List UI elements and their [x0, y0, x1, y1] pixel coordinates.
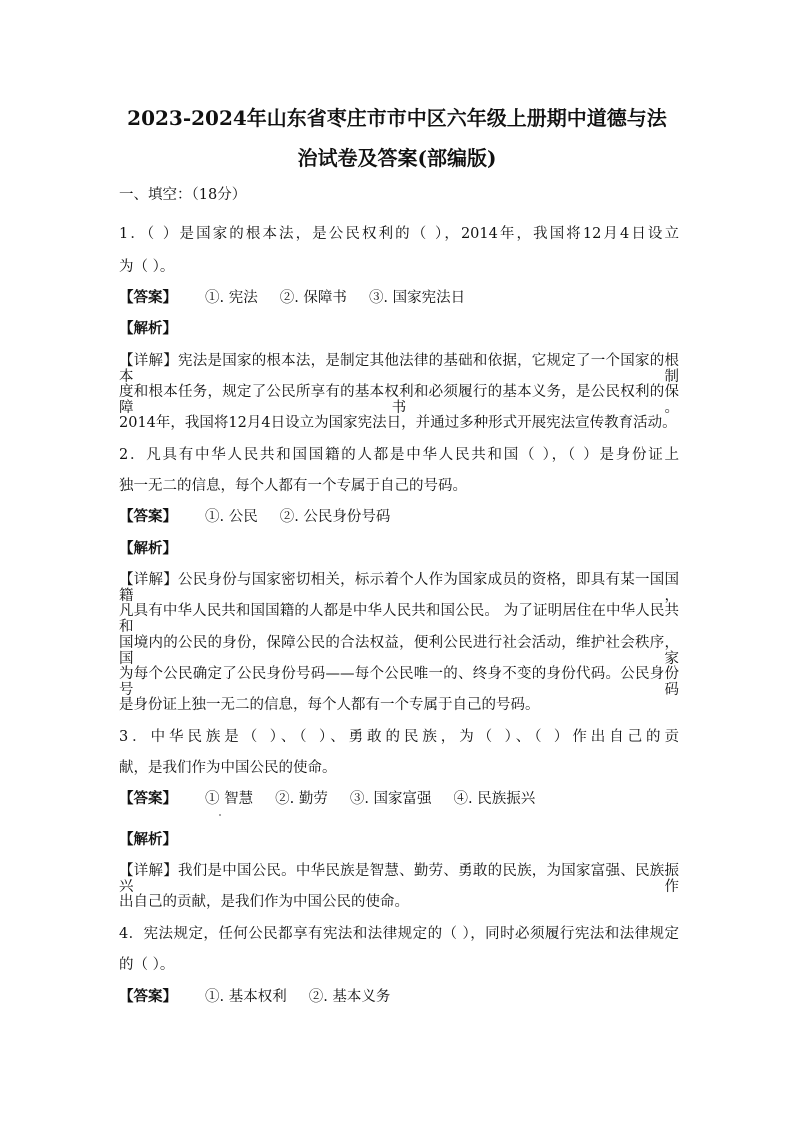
question-2-detail-line: 是身份证上独一无二的信息，每个人都有一个专属于自己的号码。 — [119, 697, 540, 713]
answer-item: ①. 宪法 — [205, 290, 258, 306]
question-1-line-1: 1．（ ）是国家的根本法，是公民权利的（ ），2014年，我国将12月4日设立 — [119, 226, 679, 242]
answer-label: 【答案】 — [119, 508, 177, 525]
analysis-label: 【解析】 — [119, 320, 177, 337]
question-1-answer — [119, 290, 679, 306]
document-title-line-1: 2023-2024年山东省枣庄市市中区六年级上册期中道德与法 — [127, 106, 667, 130]
question-4-answer — [119, 989, 679, 1005]
stray-mark — [219, 814, 221, 816]
question-2-line-1: 2．凡具有中华人民共和国国籍的人都是中华人民共和国（ ），（ ）是身份证上 — [119, 447, 679, 463]
question-4-line-1: 4．宪法规定，任何公民都享有宪法和法律规定的（ ），同时必须履行宪法和法律规定 — [119, 926, 679, 942]
answer-item: ②. 勤劳 — [275, 791, 328, 807]
document-title-line-2: 治试卷及答案(部编版) — [297, 146, 497, 170]
answer-label: 【答案】 — [119, 790, 177, 807]
question-2-line-2: 独一无二的信息，每个人都有一个专属于自己的号码。 — [119, 478, 467, 494]
question-3-detail-line: 【详解】我们是中国公民。中华民族是智慧、勤劳、勇敢的民族，为国家富强、民族振兴作 — [119, 863, 679, 895]
question-2-detail-line: 【详解】公民身份与国家密切相关，标示着个人作为国家成员的资格，即具有某一国国籍， — [119, 572, 679, 604]
question-3-line-1: 3．中华民族是（ ）、（ ）、勇敢的民族，为（ ）、（ ）作出自己的贡 — [119, 729, 679, 745]
answer-label: 【答案】 — [119, 988, 177, 1005]
question-2-detail-line: 凡具有中华人民共和国国籍的人都是中华人民共和国公民。 为了证明居住在中华人民共和 — [119, 603, 679, 635]
answer-item: ①. 基本权利 — [205, 989, 287, 1005]
question-1-line-2: 为（ ）。 — [119, 259, 175, 275]
answer-label: 【答案】 — [119, 289, 177, 306]
question-3-detail-line: 出自己的贡献，是我们作为中国公民的使命。 — [119, 894, 409, 910]
question-2-detail-line: 为每个公民确定了公民身份号码——每个公民唯一的、终身不变的身份代码。公民身份号码 — [119, 666, 679, 698]
question-3-line-2: 献，是我们作为中国公民的使命。 — [119, 760, 337, 776]
question-4-line-2: 的（ ）。 — [119, 957, 175, 973]
answer-item: ①. 公民 — [205, 509, 258, 525]
question-1-detail-line: 度和根本任务，规定了公民所享有的基本权利和必须履行的基本义务，是公民权利的保障书。 — [119, 384, 679, 416]
answer-item: ④. 民族振兴 — [453, 791, 536, 807]
question-2-answer — [119, 509, 679, 525]
answer-item: ① 智慧 — [205, 791, 254, 807]
question-3-answer — [119, 791, 679, 807]
answer-item: ②. 公民身份号码 — [279, 509, 391, 525]
question-1-detail-line: 2014年，我国将12月4日设立为国家宪法日，并通过多种形式开展宪法宣传教育活动。 — [119, 415, 677, 431]
analysis-label: 【解析】 — [119, 831, 177, 848]
question-2-detail-line: 国境内的公民的身份，保障公民的合法权益，便利公民进行社会活动，维护社会秩序，国家 — [119, 635, 679, 667]
answer-item: ③. 国家宪法日 — [368, 290, 466, 306]
answer-item: ②. 保障书 — [279, 290, 347, 306]
section-heading: 一、填空：（18分） — [119, 187, 247, 203]
answer-item: ②. 基本义务 — [308, 989, 391, 1005]
question-1-detail-line: 【详解】宪法是国家的根本法，是制定其他法律的基础和依据，它规定了一个国家的根本制 — [119, 353, 679, 385]
analysis-label: 【解析】 — [119, 540, 177, 557]
answer-item: ③. 国家富强 — [349, 791, 432, 807]
